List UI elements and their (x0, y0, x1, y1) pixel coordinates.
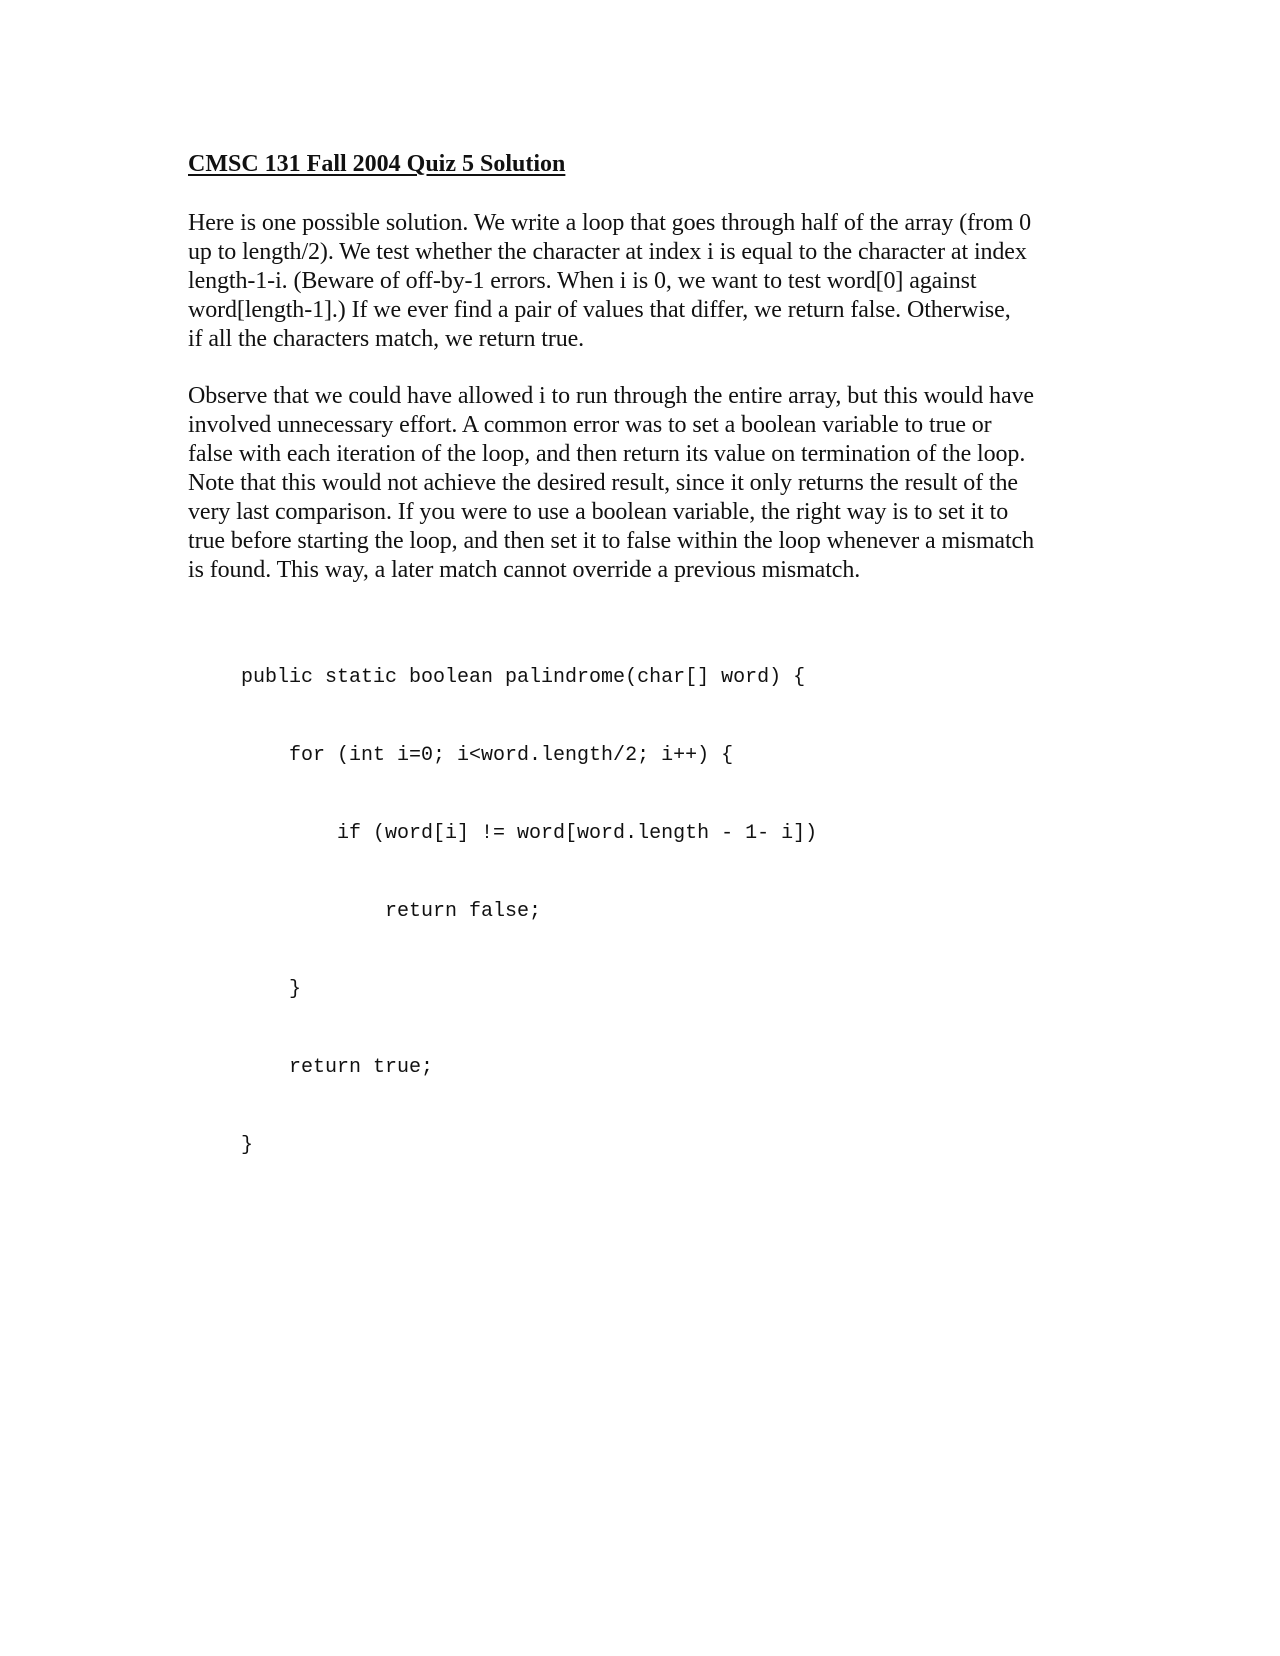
code-line: for (int i=0; i<word.length/2; i++) { (241, 743, 734, 767)
code-line: } (241, 1133, 254, 1157)
code-line: if (word[i] != word[word.length - 1- i]) (241, 821, 818, 845)
code-line: return true; (241, 1055, 434, 1079)
code-line: return false; (241, 899, 542, 923)
code-line: public static boolean palindrome(char[] word) { (241, 665, 806, 689)
paragraph-common-error-note: Observe that we could have allowed i to run through the entire array, but this would have involved unnecessary effort. A common error was to set a boolean variable to true or false with each iteration of the loop, and then return its value on termination of the loop. Note that this would not achieve the desired result, since it only returns the result of the very last comparison. If you were to use a boolean variable, the right way is to set it to true before starting the loop, and then set it to false within the loop whenever a mismatch is found. This way, a later match cannot override a previous mismatch. (188, 382, 1034, 583)
paragraph-solution-explanation: Here is one possible solution. We write a loop that goes through half of the array (from 0 up to length/2). We test whether the character at index i is equal to the character at index length-1-i. (Beware of off-by-1 errors. When i is 0, we want to test word[0] against word[length-1].) If we ever find a pair of values that differ, we return false. Otherwise, if all the characters match, we return true. (188, 209, 1032, 352)
document-title: CMSC 131 Fall 2004 Quiz 5 Solution (188, 151, 566, 177)
document-content (188, 150, 1108, 1211)
code-line: } (241, 977, 302, 1001)
code-block (188, 613, 1108, 1211)
